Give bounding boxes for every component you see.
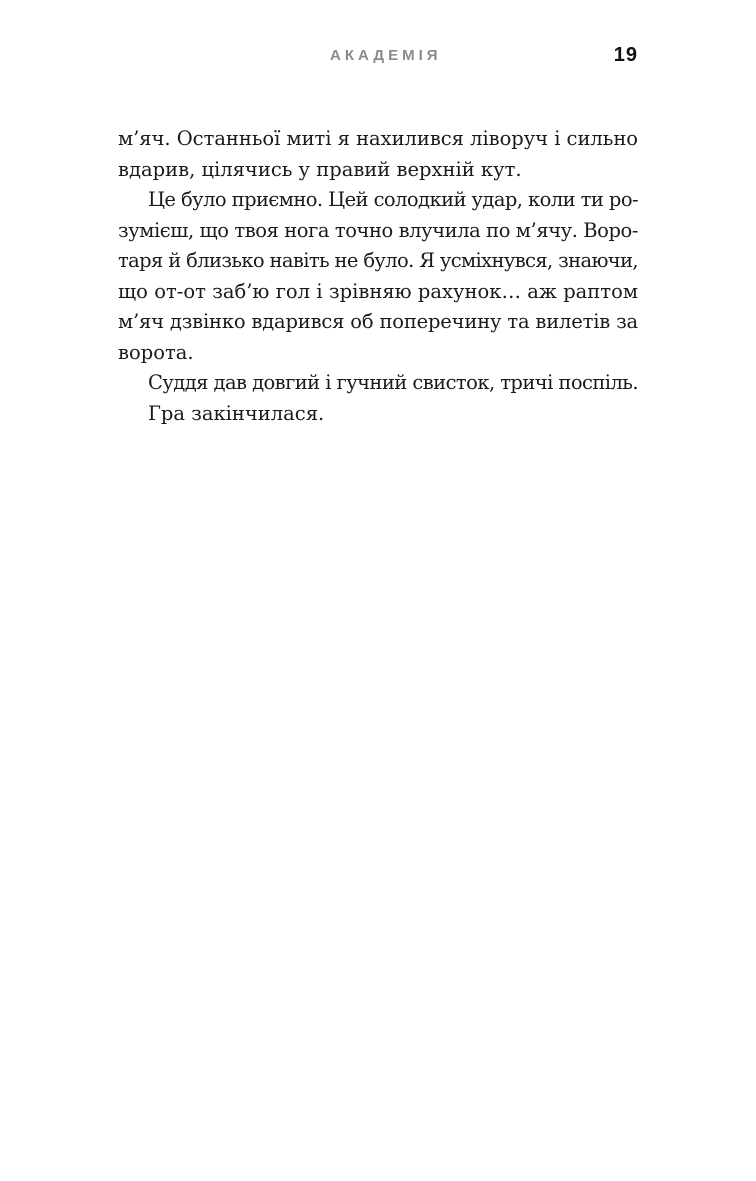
text-line: Це було приємно. Цей солодкий удар, коли ти ро- (148, 188, 638, 211)
text-line: що от-от заб’ю гол і зрівняю рахунок… аж раптом (118, 279, 638, 303)
text-line: ворота. (118, 340, 194, 364)
page-number: 19 (613, 44, 638, 66)
text-line: Суддя дав довгий і гучний свисток, тричі поспіль. (148, 371, 638, 394)
running-title: АКАДЕМІЯ (330, 47, 442, 64)
text-line: м’яч дзвінко вдарився об поперечину та вилетів за (118, 310, 638, 333)
text-line: вдарив, цілячись у правий верхній кут. (118, 157, 522, 181)
text-line: таря й близько навіть не було. Я усміхнувся, знаючи, (118, 249, 638, 272)
text-line: Гра закінчилася. (148, 401, 325, 425)
text-line: м’яч. Останньої миті я нахилився ліворуч і сильно (118, 127, 638, 150)
text-line: зумієш, що твоя нога точно влучила по м’ячу. Воро- (118, 218, 638, 242)
body-text (118, 124, 638, 429)
